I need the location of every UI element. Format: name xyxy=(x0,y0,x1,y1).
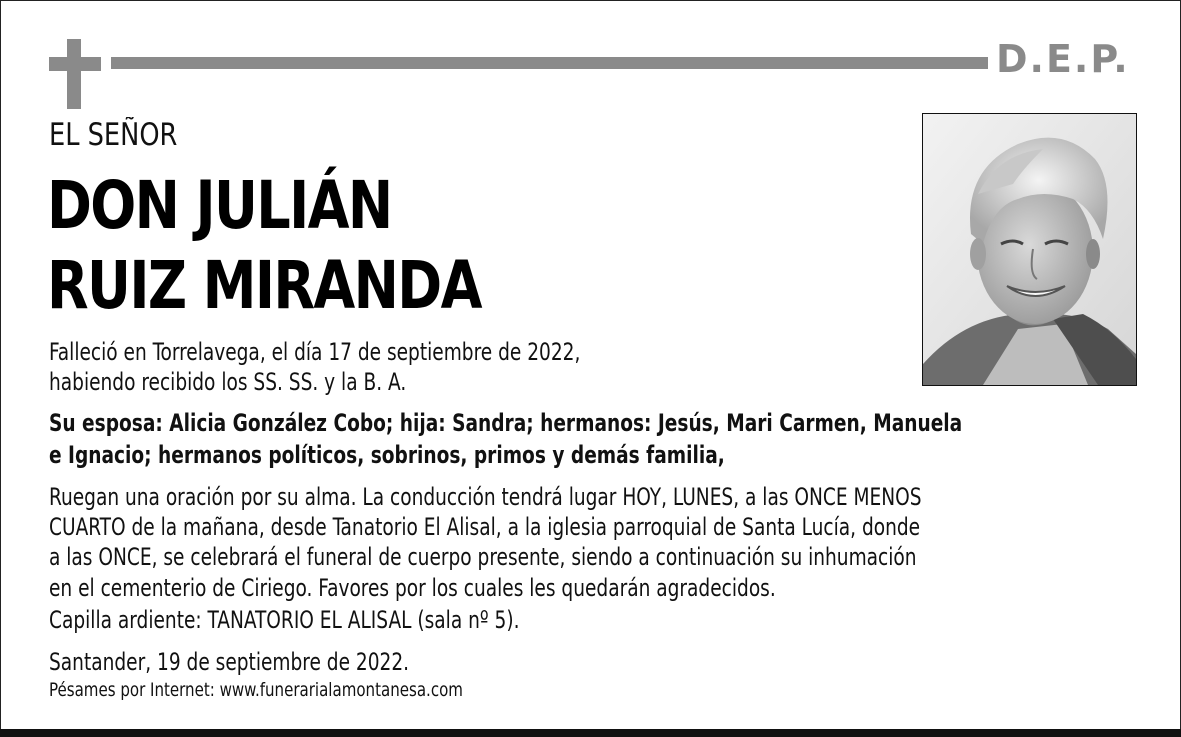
family-line1: Su esposa: Alicia González Cobo; hija: Sandra; hermanos: Jesús, Mari Carmen, Manuela xyxy=(49,409,963,437)
chapel-line: Capilla ardiente: TANATORIO EL ALISAL (sala nº 5). xyxy=(49,606,520,634)
deceased-name-line2: RUIZ MIRANDA xyxy=(47,247,481,324)
death-info-line2: habiendo recibido los SS. SS. y la B. A. xyxy=(49,368,407,396)
body-line4: en el cementerio de Ciriego. Favores por los cuales les quedarán agradecidos. xyxy=(49,574,776,602)
portrait-photo xyxy=(922,113,1137,386)
honorific: EL SEÑOR xyxy=(49,117,178,153)
portrait-image xyxy=(923,114,1136,385)
family-line2: e Ignacio; hermanos políticos, sobrinos, primos y demás familia, xyxy=(49,441,725,469)
body-line3: a las ONCE, se celebrará el funeral de cuerpo presente, siendo a continuación su inhumación xyxy=(49,543,917,571)
bottom-border xyxy=(0,729,1181,737)
body-line1: Ruegan una oración por su alma. La conducción tendrá lugar HOY, LUNES, a las ONCE MENOS xyxy=(49,483,922,511)
header-rule xyxy=(111,57,988,69)
condolences-link[interactable]: Pésames por Internet: www.funerarialamontanesa.com xyxy=(49,679,463,701)
deceased-name-line1: DON JULIÁN xyxy=(47,167,392,244)
death-info-line1: Falleció en Torrelavega, el día 17 de septiembre de 2022, xyxy=(49,338,581,366)
cross-icon xyxy=(49,39,101,109)
dep-label: D.E.P. xyxy=(996,37,1130,81)
place-date: Santander, 19 de septiembre de 2022. xyxy=(49,648,410,676)
body-line2: CUARTO de la mañana, desde Tanatorio El Alisal, a la iglesia parroquial de Santa Lucía, donde xyxy=(49,513,921,541)
